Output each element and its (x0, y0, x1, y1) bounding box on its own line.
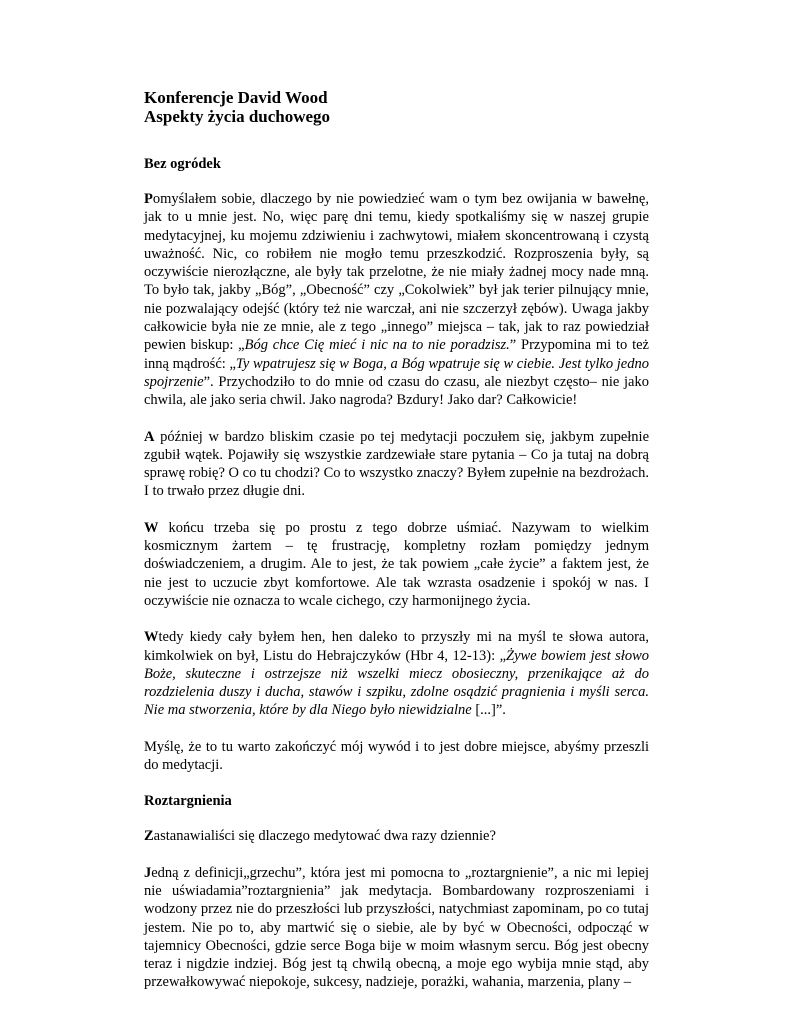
paragraph (144, 628, 649, 719)
drop-letter: W (144, 629, 159, 646)
section-heading: Roztargnienia (144, 793, 232, 810)
drop-letter: A (144, 428, 155, 445)
quote-run: Ty wpatrujesz się w Boga, a Bóg wpatruje się w ciebie. Jest tylko jedno spojrzenie (144, 355, 649, 390)
text-run: ”. Przychodziło to do mnie od czasu do czasu, ale niezbyt często– nie jako chwila, ale jako seria chwil. Jako nagroda? Bzdury! Jako dar? Całkowicie! (144, 373, 649, 409)
paragraph (144, 519, 649, 610)
document-page (144, 88, 649, 992)
drop-letter: W (144, 519, 159, 536)
paragraph (144, 827, 649, 845)
paragraph (144, 428, 649, 501)
paragraph (144, 190, 649, 410)
text-run: edną z definicji„grzechu”, która jest mi pomocna to „roztargnienie”, a nic mi lepiej nie uświadamia”roztargnienia” jak medytacja. Bombardowany rozproszeniami i wodzony przez nie do przeszłości lub przyszłości, natychmiast zapominam, po co tutaj jestem. Nie po to, aby martwić się o siebie, ale by być w Obecności, odpocząć w tajemnicy Obecności, gdzie serce Boga bije w moim własnym sercu. Bóg jest obecny teraz i nigdzie indziej. Bóg jest tą chwilą obecną, a moje ego wybija mnie stąd, aby przewałkowywać niepokoje, sukcesy, nadzieje, porażki, wahania, marzenia, plany – (144, 864, 649, 991)
paragraph (144, 738, 649, 775)
text-run: Myślę, że to tu warto zakończyć mój wywód i to jest dobre miejsce, abyśmy przeszli do medytacji. (144, 738, 649, 774)
drop-letter: J (144, 864, 152, 881)
text-run: [...]”. (471, 702, 506, 719)
document-title (144, 88, 649, 126)
section-heading: Bez ogródek (144, 156, 221, 172)
drop-letter: Z (144, 828, 154, 845)
paragraph (144, 864, 649, 992)
text-run: końcu trzeba się po prostu z tego dobrze uśmiać. Nazywam to wielkim kosmicznym żartem – tę frustrację, kompletny rozłam pomiędzy jednym doświadczeniem, a drugim. Ale to jest, że tak powiem „całe życie” a faktem jest, że nie jest to uczucie zbyt komfortowe. Ale tak wzrasta osadzenie i spokój w nas. I oczywiście nie oznacza to wcale cichego, czy harmonijnego życia. (144, 519, 649, 609)
text-run: omyślałem sobie, dlaczego by nie powiedzieć wam o tym bez owijania w bawełnę, jak to u mnie jest. No, więc parę dni temu, kiedy spotkaliśmy się w naszej grupie medytacyjnej, ku mojemu zdziwieniu i zachwytowi, miałem skoncentrowaną i czystą uważność. Nic, co robiłem nie mogło temu przeszkodzić. Rozproszenia były, są oczywiście nierozłączne, ale były tak przelotne, że nie miały żadnej mocy nade mną. To było tak, jakby „Bóg”, „Obecność” czy „Cokolwiek” był jak terier pilnujący mnie, nie pozwalający odejść (który też nie warczał, ani nie szczerzył zębów). Uwaga jakby całkowicie była nie ze mnie, ale z tego „innego” miejsca – tak, jak to raz powiedział pewien biskup: „ (144, 191, 649, 354)
text-run: ” Przypomina mi to też inną mądrość: „ (144, 337, 649, 372)
text-run: astanawialiści się dlaczego medytować dwa razy dziennie? (153, 828, 496, 845)
text-run: tedy kiedy cały byłem hen, hen daleko to przyszły mi na myśl te słowa autora, kimkolwiek on był, Listu do Hebrajczyków (Hbr 4, 12-13): „ (144, 629, 649, 664)
title-line-1: Konferencje David Wood (144, 88, 328, 107)
quote-run: Bóg chce Cię mieć i nic na to nie poradzisz. (244, 337, 510, 354)
title-line-2: Aspekty życia duchowego (144, 107, 331, 126)
drop-letter: P (144, 191, 153, 207)
quote-run: Żywe bowiem jest słowo Boże, skuteczne i ostrzejsze niż wszelki miecz obosieczny, przenikające aż do rozdzielenia duszy i ducha, stawów i szpiku, zdolne osądzić pragnienia i myśli serca. Nie ma stworzenia, które by dla Niego było niewidzialne (144, 647, 649, 719)
text-run: później w bardzo bliskim czasie po tej medytacji poczułem się, jakbym zupełnie zgubił wątek. Pojawiły się wszystkie zardzewiałe stare pytania – Co ja tutaj na dobrą sprawę robię? O co tu chodzi? Co to wszystko znaczy? Byłem zupełnie na bezdrożach. I to trwało przez długie dni. (144, 428, 649, 500)
